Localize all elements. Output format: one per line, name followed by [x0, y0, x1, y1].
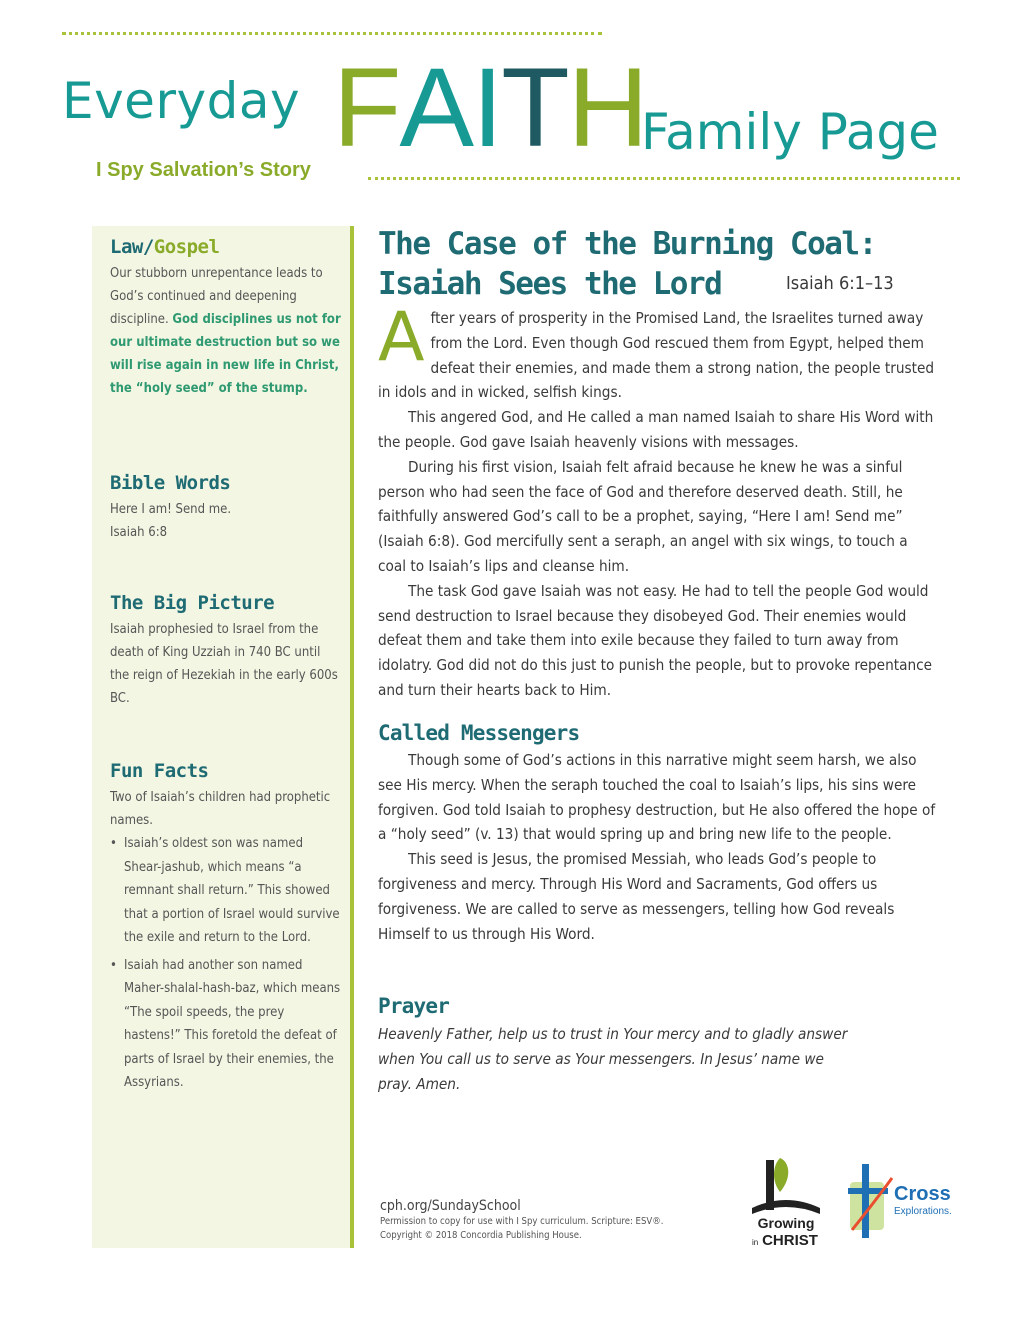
big-picture-text: Isaiah prophesied to Israel from the death of King Uzziah in 740 BC until the reign of Hezekiah in the early 600s BC.	[110, 622, 338, 706]
big-picture-heading: The Big Picture	[110, 592, 275, 614]
title-everyday: Everyday	[62, 72, 301, 130]
logo-vertical-beam	[862, 1164, 869, 1238]
story-title-line2: Isaiah Sees the Lord	[378, 266, 722, 302]
logo-growing-text: Growing	[757, 1215, 815, 1231]
logo-in-text: in	[752, 1238, 759, 1247]
faith-letter: T	[501, 45, 568, 170]
law-gospel-text: Our stubborn unrepentance leads to God’s continued and deepening discipline. God disciplines us not for our ultimate destruction but so we will rise again in new life in Christ, the “holy seed” of the stump.	[110, 266, 341, 396]
title-faith	[333, 45, 647, 170]
logo-leaf	[774, 1158, 788, 1192]
list-item: • Isaiah’s oldest son was named Shear-jashub, which means “a remnant shall return.” This showed that a portion of Israel would survive the exile and return to the Lord.	[110, 832, 342, 950]
top-dotted-rule	[62, 32, 602, 35]
fun-facts-list	[110, 832, 342, 1095]
fun-facts-intro: Two of Isaiah’s children had prophetic names.	[110, 790, 331, 828]
faith-letter: H	[567, 45, 647, 170]
footer	[380, 1197, 720, 1243]
messengers-section	[378, 721, 938, 946]
subtitle: I Spy Salvation’s Story	[96, 159, 311, 181]
header-dotted-rule	[368, 177, 960, 180]
list-item: • Isaiah had another son named Maher-shalal-hash-baz, which means “The spoil speeds, the prey hastens!” This foretold the defeat of parts of Israel by their enemies, the Assyrians.	[110, 954, 342, 1095]
prayer-text: Heavenly Father, help us to trust in Your mercy and to gladly answer when You call us to serve as Your messengers. In Jesus’ name we pray. Amen.	[378, 1025, 848, 1093]
law-gospel-heading: Law/Gospel	[110, 236, 220, 258]
fun-facts-section	[110, 760, 342, 1099]
footer-permission: Permission to copy for use with I Spy curriculum. Scripture: ESV®.	[380, 1216, 664, 1227]
growing-in-christ-logo	[746, 1152, 826, 1248]
footer-url[interactable]: cph.org/SundaySchool	[380, 1198, 521, 1214]
story-paragraph: During his first vision, Isaiah felt afraid because he knew he was a sinful person who had seen the face of God and therefore deserved death. Still, he faithfully answered God’s call to be a prophet, saying, “Here I am! Send me” (Isaiah 6:8). God mercifully sent a seraph, an angel with six wings, to touch a coal to Isaiah’s lips and cleanse him.	[378, 457, 908, 575]
faith-letter: I	[472, 45, 502, 170]
drop-cap: A	[378, 298, 425, 377]
bible-words-section	[110, 472, 342, 544]
story-paragraph: The task God gave Isaiah was not easy. He had to tell the people God would send destruction to Israel because they disobeyed God. Their enemies would defeat them and take them into exile because they failed to turn away from idolatry. God did not do this just to punish the people, but to provoke repentance and turn their hearts back to Him.	[378, 581, 933, 699]
story-body	[378, 298, 938, 703]
bible-words-text: Here I am! Send me.	[110, 502, 232, 517]
fun-facts-heading: Fun Facts	[110, 760, 209, 782]
law-gospel-section	[110, 236, 342, 400]
story-title-line1: The Case of the Burning Coal:	[378, 226, 876, 262]
title-family-page: Family Page	[641, 103, 939, 161]
faith-letter: A	[399, 45, 473, 170]
story-reference: Isaiah 6:1–13	[786, 273, 894, 294]
messengers-heading: Called Messengers	[378, 721, 580, 745]
messengers-paragraph: Though some of God’s actions in this narrative might seem harsh, we also see His mercy. When the seraph touched the coal to Isaiah’s lips, his sins were forgiven. God told Isaiah to prophesy destruction, but He also offered the hope of a “holy seed” (v. 13) that would spring up and bring new life to the people.	[378, 751, 936, 844]
messengers-paragraph: This seed is Jesus, the promised Messiah, who leads God’s people to forgiveness and mercy. Through His Word and Sacraments, God offers us forgiveness. We are called to serve as messengers, telling how God reveals Himself to us through His Word.	[378, 850, 895, 943]
logo-book	[752, 1200, 820, 1214]
prayer-section	[378, 994, 848, 1097]
bible-words-heading: Bible Words	[110, 472, 231, 494]
story-paragraph: This angered God, and He called a man named Isaiah to share His Word with the people. God gave Isaiah heavenly visions with messages.	[378, 408, 934, 451]
faith-letter: F	[333, 45, 400, 170]
sidebar	[92, 226, 354, 1248]
story-paragraph: After years of prosperity in the Promised Land, the Israelites turned away from the Lord. Even though God rescued them from Egypt, helped them defeat their enemies, and made them a strong nation, the people trusted in idols and in wicked, selfish kings.	[378, 298, 935, 402]
prayer-heading: Prayer	[378, 994, 450, 1018]
big-picture-section	[110, 592, 342, 710]
bible-words-ref: Isaiah 6:8	[110, 525, 168, 540]
cross-explorations-logo	[846, 1160, 958, 1242]
logo-christ-text: CHRIST	[762, 1232, 818, 1248]
logo-cross-text: Cross	[894, 1183, 951, 1205]
footer-copyright: Copyright © 2018 Concordia Publishing House.	[380, 1230, 582, 1241]
logo-explorations-text: Explorations.	[894, 1206, 952, 1217]
